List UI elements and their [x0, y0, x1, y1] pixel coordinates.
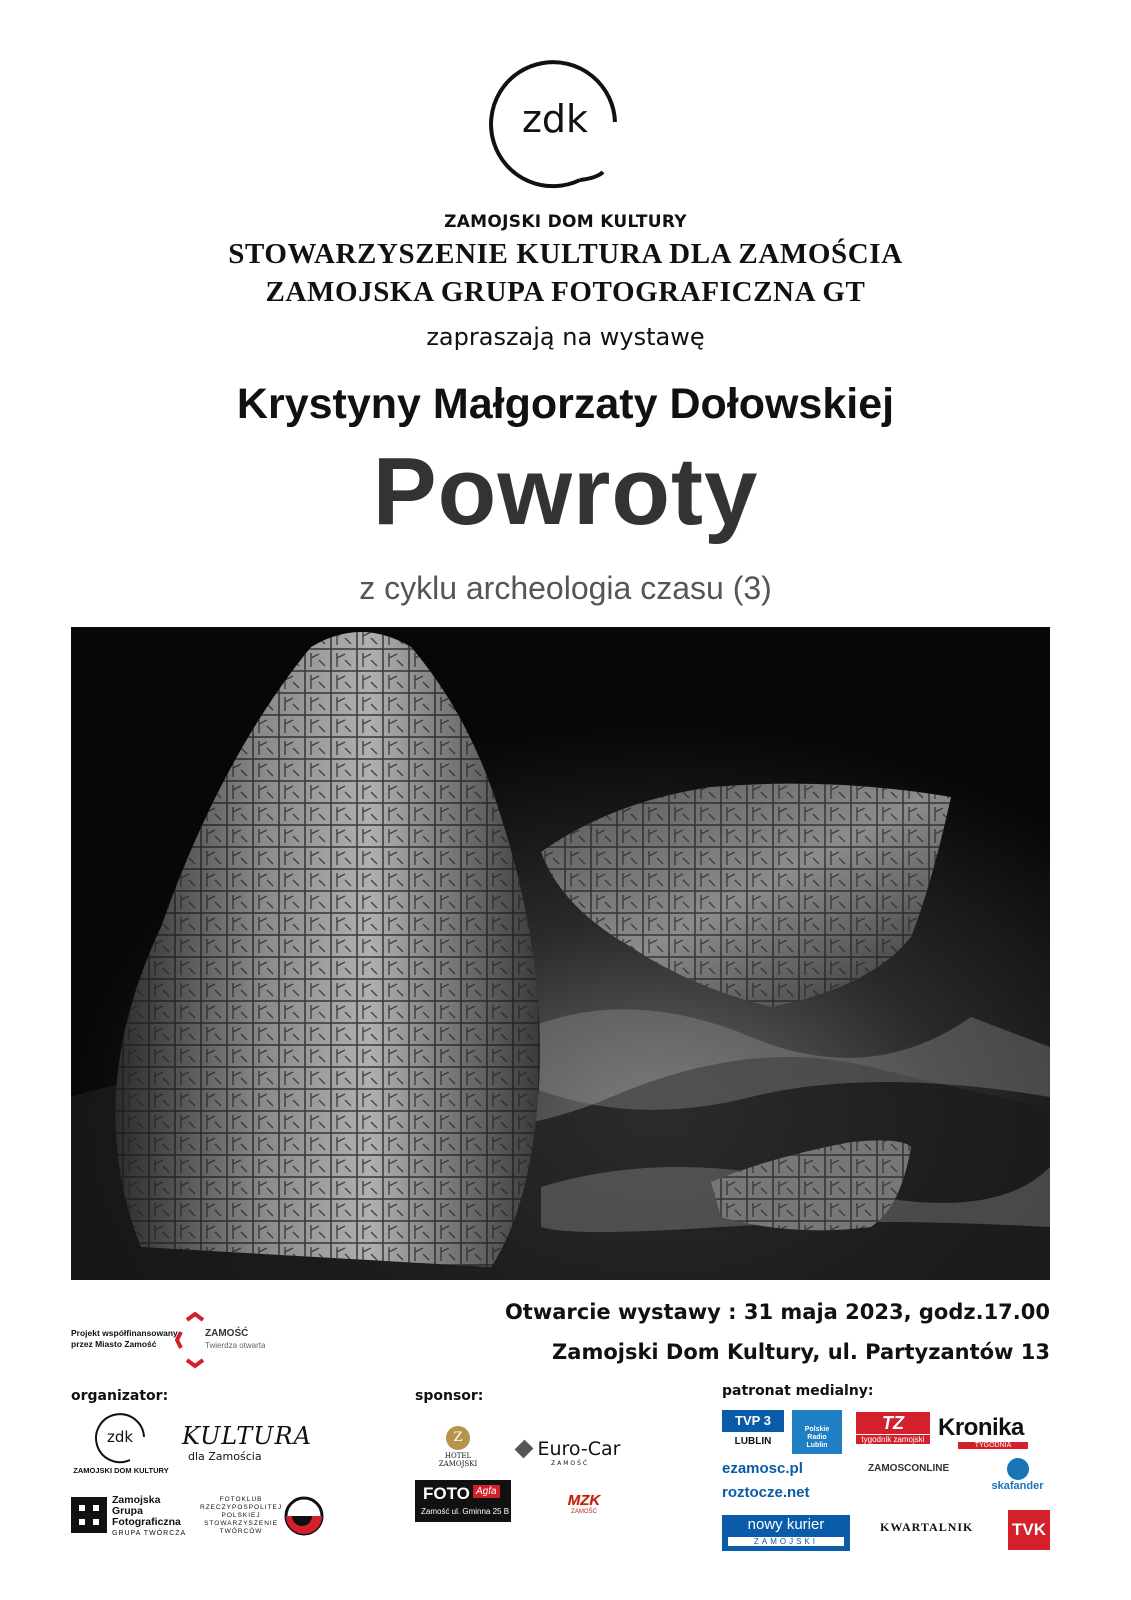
fotoklub-line-4: STOWARZYSZENIE [204, 1520, 279, 1527]
foto-text: FOTO [423, 1484, 470, 1503]
zgf-line-2: Grupa [112, 1505, 143, 1517]
renault-diamond-icon [515, 1440, 534, 1459]
fotoklub-emblem [284, 1496, 324, 1536]
zgf-line-4: GRUPA TWÓRCZA [112, 1530, 187, 1537]
photo-group-name: ZAMOJSKA GRUPA FOTOGRAFICZNA GT [265, 276, 866, 308]
tvp3-lublin-logo [722, 1410, 784, 1454]
mzk-sub: ZAMOŚĆ [571, 1509, 597, 1515]
kultura-logo-sub: dla Zamościa [188, 1450, 262, 1463]
nowy-kurier-logo [722, 1515, 850, 1551]
roztocze-logo: roztocze.net [722, 1484, 810, 1501]
exhibition-subtitle: z cyklu archeologia czasu (3) [359, 570, 772, 606]
nowy-kurier-sub: ZAMOJSKI [728, 1537, 844, 1546]
tvp3-text: TVP 3 [722, 1410, 784, 1432]
cofinance-note [71, 1328, 181, 1350]
fotoklub-line-3: POLSKIEJ [221, 1512, 261, 1519]
zdk-small-logo [92, 1410, 148, 1464]
kronika-sub: TYGODNIA [958, 1442, 1028, 1449]
skafander-text: skafander [991, 1480, 1044, 1492]
organizer-name: ZAMOJSKI DOM KULTURY [444, 212, 687, 232]
zgf-logo-text [112, 1495, 186, 1539]
fotoklub-line-2: RZECZYPOSPOLITEJ [200, 1504, 283, 1511]
exhibition-title: Powroty [372, 438, 759, 545]
zamosconline-logo: ZAMOSCONLINE [868, 1463, 950, 1474]
zamosc-logo-title: ZAMOŚĆ [205, 1328, 249, 1339]
fotoklub-line-1: FOTOKLUB [219, 1496, 263, 1503]
association-name: STOWARZYSZENIE KULTURA DLA ZAMOŚCIA [228, 238, 903, 270]
zdk-logo [485, 52, 625, 192]
cofinance-line-1: Projekt współfinansowany [71, 1328, 178, 1338]
radio-line-1: Polskie [804, 1426, 830, 1433]
kwartalnik-logo: KWARTALNIK [880, 1520, 974, 1534]
zamosc-twierdza-logo [175, 1312, 265, 1370]
venue-address: Zamojski Dom Kultury, ul. Partyzantów 13 [552, 1340, 1050, 1364]
mzk-text: MZK [567, 1492, 601, 1509]
zamosc-logo-sub: Twierdza otwarta [205, 1341, 265, 1350]
zdk-small-logo-text: zdk [106, 1428, 134, 1446]
hotel-logo-text: HOTEL ZAMOJSKI [438, 1452, 478, 1468]
radio-line-3: Lublin [806, 1442, 828, 1449]
foto-address: Zamość ul. Gminna 25 B [421, 1507, 510, 1516]
ezamosc-logo: ezamosc.pl [722, 1460, 803, 1477]
tygodnik-zamojski-logo [856, 1412, 930, 1448]
opening-date: Otwarcie wystawy : 31 maja 2023, godz.17.00 [504, 1300, 1050, 1324]
kronika-text: Kronika [938, 1414, 1024, 1441]
zgf-logo-icon [71, 1497, 107, 1533]
exhibition-photo [71, 627, 1050, 1280]
author-name: Krystyny Małgorzaty Dołowskiej [236, 380, 895, 428]
hotel-crest-icon: Z [446, 1426, 470, 1450]
fotoklub-line-5: TWÓRCÓW [219, 1528, 263, 1535]
mzk-logo [535, 1492, 633, 1515]
invitation-line: zapraszają na wystawę [426, 323, 705, 351]
eurocar-logo [515, 1438, 620, 1467]
organizers-label: organizator: [71, 1388, 169, 1404]
eurocar-sub: ZAMOŚĆ [551, 1460, 590, 1467]
sponsors-label: sponsor: [415, 1388, 484, 1404]
radio-line-2: Radio [807, 1434, 827, 1441]
eurocar-text: Euro-Car [537, 1438, 621, 1460]
media-patrons-label: patronat medialny: [722, 1383, 874, 1399]
skafander-icon [1007, 1458, 1029, 1480]
nowy-kurier-text: nowy kurier [747, 1516, 825, 1533]
tz-text: TZ [856, 1412, 930, 1434]
radio-lublin-logo [792, 1410, 842, 1454]
zgf-line-1: Zamojska [112, 1494, 161, 1506]
zgf-line-3: Fotograficzna [112, 1516, 181, 1528]
hotel-zamojski-logo [428, 1426, 488, 1468]
cofinance-line-2: przez Miasto Zamość [71, 1339, 157, 1349]
tvk-logo: TVK [1008, 1510, 1050, 1550]
zdk-small-caption: ZAMOJSKI DOM KULTURY [73, 1466, 169, 1475]
agfa-badge: Agfa [473, 1485, 500, 1498]
kultura-logo-text: KULTURA [182, 1422, 312, 1450]
zdk-logo-text: zdk [521, 97, 589, 141]
skafander-logo [985, 1458, 1050, 1492]
kultura-logo [182, 1422, 312, 1463]
kronika-logo [938, 1414, 1050, 1449]
tz-sub: tygodnik zamojski [856, 1435, 930, 1444]
tvp3-sub: LUBLIN [734, 1436, 772, 1447]
fotoklub-logo-text [200, 1496, 282, 1536]
foto-agfa-logo [415, 1480, 511, 1522]
